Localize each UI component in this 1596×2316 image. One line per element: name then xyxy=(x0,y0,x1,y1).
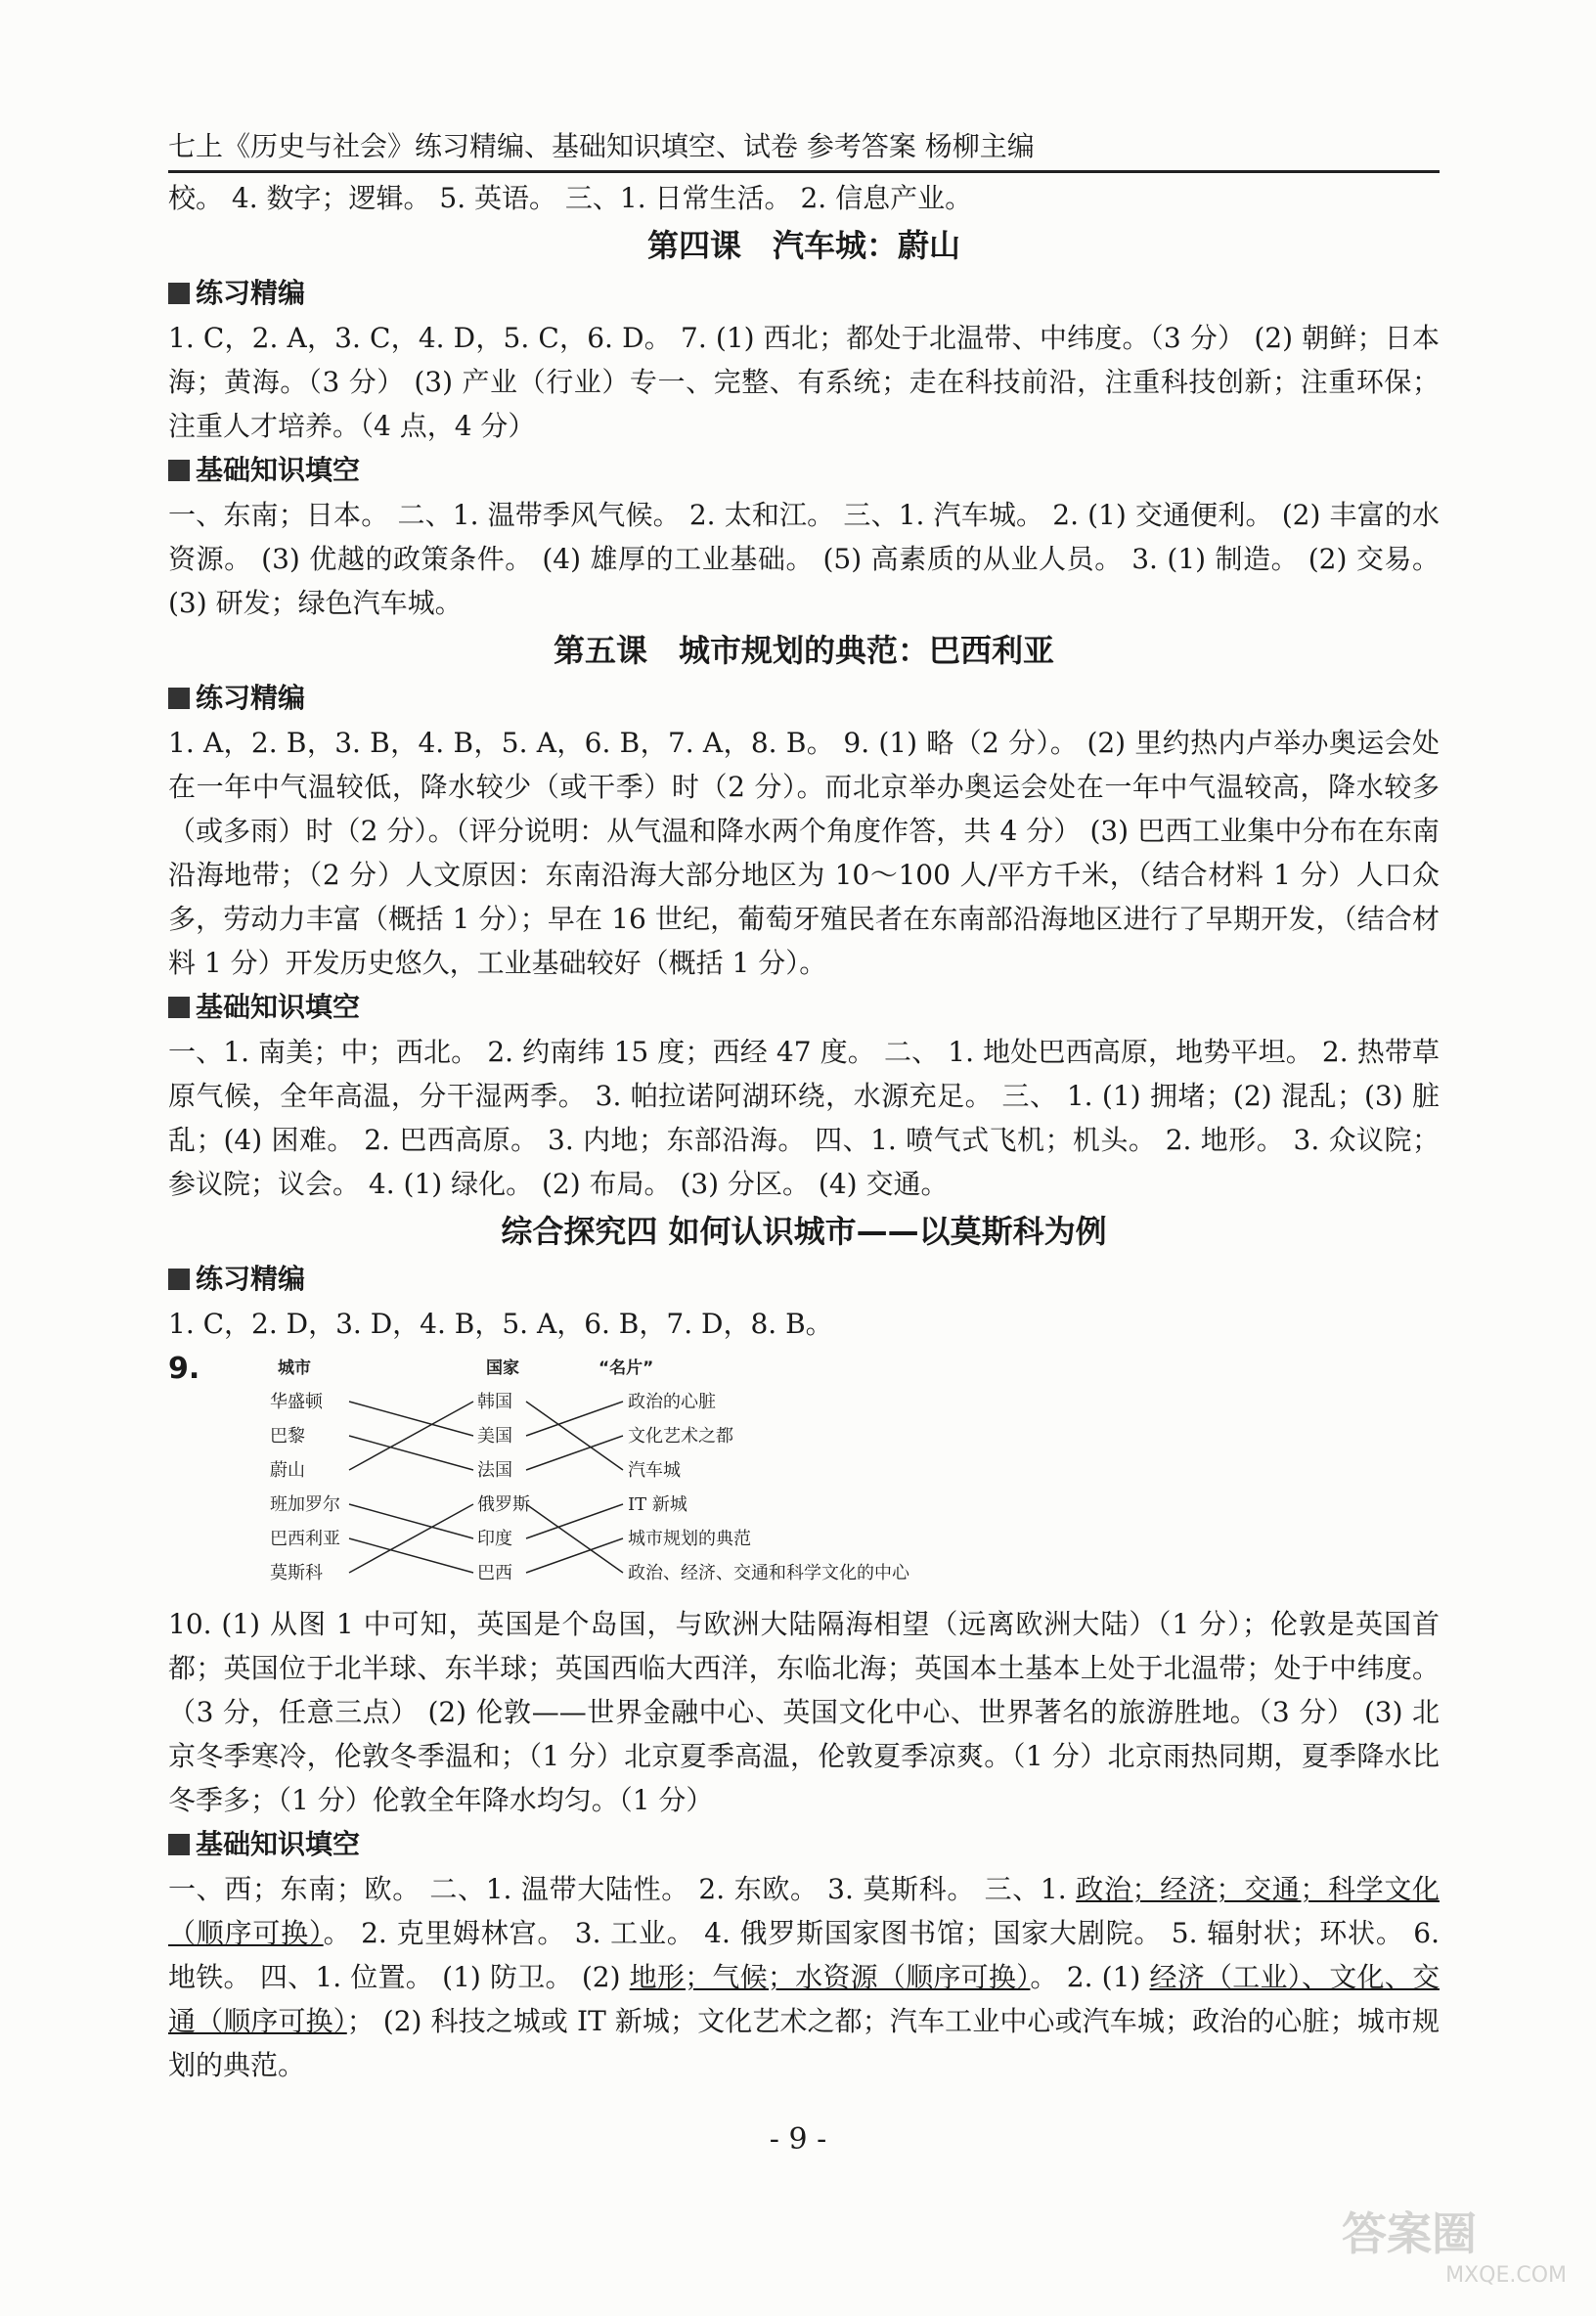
inquiry4-basic: 一、西；东南；欧。 二、1. 温带大陆性。 2. 东欧。 3. 莫斯科。 三、1. 政治；经济；交通；科学文化（顺序可换）。 2. 克里姆林宫。 3. 工业。 4. 俄罗斯国家图书馆；国家大剧院。 5. 辐射状；环状。 6. 地铁。 四、1. 位置。 (1) 防卫。 (2) 地形；气候；水资源（顺序可换）。 2. (1) 经济（工业）、文化、交通（顺序可换）； (2) 科技之城或 IT 新城；文化艺术之都；汽车工业中心或汽车城；政治的心脏；城市规划的典范。 xyxy=(168,1873,1440,2081)
lesson5-basic: 一、1. 南美；中；西北。 2. 约南纬 15 度；西经 47 度。 二、 1. 地处巴西高原，地势平坦。 2. 热带草原气候，全年高温，分干湿两季。 3. 帕拉诺阿湖环绕，水源充足。 三、 1. (1) 拥堵；(2) 混乱；(3) 脏乱；(4) 困难。 2. 巴西高原。 3. 内地；东部沿海。 四、1. 喷气式飞机；机头。 2. 地形。 3. 众议院；参议院；议会。 4. (1) 绿化。 (2) 布局。 (3) 分区。 (4) 交通。 xyxy=(168,1036,1440,1200)
city-country-link xyxy=(349,1402,473,1436)
lesson5-basic-heading: 基础知识填空 xyxy=(168,985,1440,1030)
underlined-answer: 地形；气候；水资源（顺序可换） xyxy=(629,1961,1031,1993)
matching-diagram xyxy=(168,1352,1440,1596)
city-label: 巴黎 xyxy=(270,1426,305,1447)
city-country-link xyxy=(349,1402,473,1470)
lesson4-title: 第四课 汽车城：蔚山 xyxy=(646,227,960,264)
card-label: IT 新城 xyxy=(628,1494,687,1515)
col-header-country: 国家 xyxy=(486,1358,519,1378)
city-label: 巴西利亚 xyxy=(270,1529,340,1549)
underlined-answer: 经济（工业）、文化、交通（顺序可换） xyxy=(168,1961,1440,2037)
lesson4-practice: 1. C，2. A，3. C，4. D，5. C，6. D。 7. (1) 西北；都处于北温带、中纬度。（3 分） (2) 朝鲜；日本海；黄海。（3 分） (3) 产业（行业）专一、完整、有系统；走在科技前沿，注重科技创新；注重环保；注重人才培养。（4 点，4 分） xyxy=(168,322,1440,442)
square-bullet-icon xyxy=(168,688,190,709)
country-label: 俄罗斯 xyxy=(477,1494,530,1515)
city-label: 班加罗尔 xyxy=(270,1494,340,1515)
lesson4-basic: 一、东南；日本。 二、1. 温带季风气候。 2. 太和江。 三、1. 汽车城。 2. (1) 交通便利。 (2) 丰富的水资源。 (3) 优越的政策条件。 (4) 雄厚的工业基础。 (5) 高素质的从业人员。 3. (1) 制造。 (2) 交易。 (3) 研发；绿色汽车城。 xyxy=(168,499,1440,619)
col-header-city: 城市 xyxy=(278,1358,311,1378)
card-label: 政治的心脏 xyxy=(628,1392,716,1412)
country-card-link xyxy=(526,1402,623,1436)
lesson5-title: 第五课 城市规划的典范：巴西利亚 xyxy=(553,632,1054,669)
card-label: 政治、经济、交通和科学文化的中心 xyxy=(628,1563,909,1583)
continued-line: 校。 4. 数字；逻辑。 5. 英语。 三、1. 日常生活。 2. 信息产业。 xyxy=(168,182,973,214)
lesson4-basic-heading: 基础知识填空 xyxy=(168,448,1440,493)
matching-svg xyxy=(207,1352,911,1596)
square-bullet-icon xyxy=(168,283,190,304)
country-card-link xyxy=(526,1538,623,1573)
country-card-link xyxy=(526,1504,623,1538)
country-label: 巴西 xyxy=(477,1563,512,1583)
inquiry4-title: 综合探究四 如何认识城市——以莫斯科为例 xyxy=(501,1213,1107,1250)
square-bullet-icon xyxy=(168,460,190,481)
underlined-answer: 政治；经济；交通；科学文化（顺序可换） xyxy=(168,1873,1440,1949)
city-country-link xyxy=(349,1504,473,1538)
city-country-link xyxy=(349,1436,473,1470)
q9-number: 9. xyxy=(168,1352,200,1386)
col-header-card: “名片” xyxy=(598,1358,654,1378)
lesson4-practice-heading: 练习精编 xyxy=(168,271,1440,316)
card-label: 文化艺术之都 xyxy=(628,1426,733,1447)
lesson5-practice-heading: 练习精编 xyxy=(168,676,1440,721)
watermark-logo: 答案圈 MXQE.COM xyxy=(1342,2207,1567,2288)
country-label: 印度 xyxy=(477,1529,512,1549)
city-label: 华盛顿 xyxy=(270,1392,323,1412)
country-card-link xyxy=(526,1402,623,1470)
country-label: 韩国 xyxy=(477,1392,512,1412)
inquiry4-mc: 1. C，2. D，3. D，4. B，5. A，6. B，7. D，8. B。 xyxy=(168,1308,833,1340)
square-bullet-icon xyxy=(168,997,190,1018)
running-header: 七上《历史与社会》练习精编、基础知识填空、试卷 参考答案 杨柳主编 xyxy=(168,125,1440,173)
country-card-link xyxy=(526,1436,623,1470)
city-label: 蔚山 xyxy=(270,1460,305,1481)
page-number: - 9 - xyxy=(769,2122,827,2157)
country-label: 美国 xyxy=(477,1426,512,1447)
square-bullet-icon xyxy=(168,1269,190,1290)
inquiry4-practice-heading: 练习精编 xyxy=(168,1257,1440,1302)
square-bullet-icon xyxy=(168,1834,190,1855)
card-label: 城市规划的典范 xyxy=(628,1529,751,1549)
card-label: 汽车城 xyxy=(628,1460,681,1481)
country-label: 法国 xyxy=(477,1460,512,1481)
country-card-link xyxy=(526,1504,623,1573)
inquiry4-basic-heading: 基础知识填空 xyxy=(168,1822,1440,1867)
city-label: 莫斯科 xyxy=(270,1563,323,1583)
inquiry4-q10: 10. (1) 从图 1 中可知，英国是个岛国，与欧洲大陆隔海相望（远离欧洲大陆）（1 分）；伦敦是英国首都；英国位于北半球、东半球；英国西临大西洋，东临北海；英国本土基本上处于北温带；处于中纬度。（3 分，任意三点） (2) 伦敦——世界金融中心、英国文化中心、世界著名的旅游胜地。（3 分） (3) 北京冬季寒冷，伦敦冬季温和；（1 分）北京夏季高温，伦敦夏季凉爽。（1 分）北京雨热同期，夏季降水比冬季多；（1 分）伦敦全年降水均匀。（1 分） xyxy=(168,1608,1440,1816)
city-country-link xyxy=(349,1538,473,1573)
lesson5-practice: 1. A，2. B，3. B，4. B，5. A，6. B，7. A，8. B。 9. (1) 略（2 分）。 (2) 里约热内卢举办奥运会处在一年中气温较低，降水较少（或干季）时（2 分）。而北京举办奥运会处在一年中气温较高，降水较多（或多雨）时（2 分）。（评分说明：从气温和降水两个角度作答，共 4 分） (3) 巴西工业集中分布在东南沿海地带；（2 分）人文原因：东南沿海大部分地区为 10～100 人/平方千米，（结合材料 1 分）人口众多，劳动力丰富（概括 1 分）；早在 16 世纪，葡萄牙殖民者在东南部沿海地区进行了早期开发，（结合材料 1 分）开发历史悠久，工业基础较好（概括 1 分）。 xyxy=(168,727,1440,979)
content xyxy=(168,176,1440,2087)
city-country-link xyxy=(349,1504,473,1573)
